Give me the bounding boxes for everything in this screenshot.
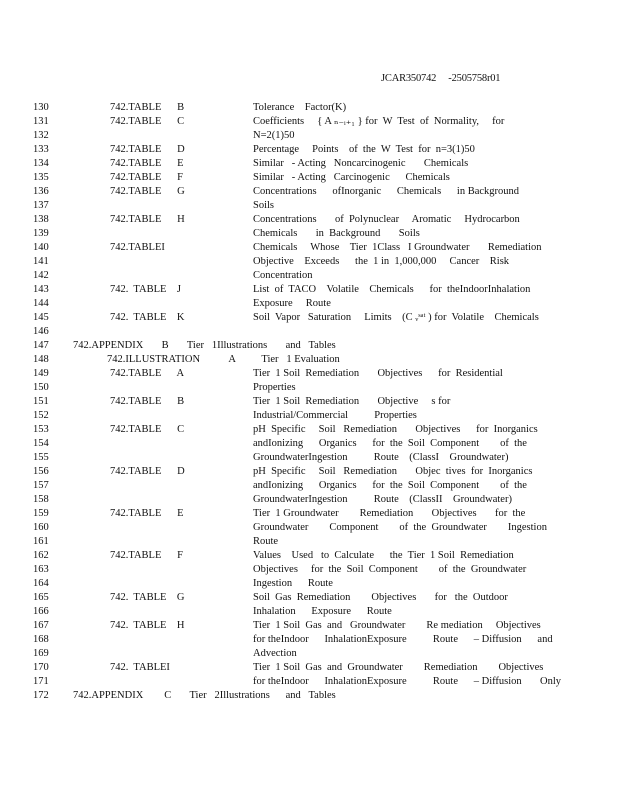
table-reference: 742.TABLE A <box>110 367 185 379</box>
table-reference: 742.TABLE E <box>110 507 184 519</box>
line-number: 146 <box>33 325 49 337</box>
line-number: 167 <box>33 619 49 631</box>
table-description: Advection <box>253 647 297 659</box>
line-number: 142 <box>33 269 49 281</box>
line-number: 168 <box>33 633 49 645</box>
table-description: Values Used to Calculate the Tier 1 Soil Remediation <box>253 549 514 561</box>
table-description: Soil Gas Remediation Objectives for the Outdoor <box>253 591 508 603</box>
table-description: Tolerance Factor(K) <box>253 101 347 113</box>
line-number: 137 <box>33 199 49 211</box>
table-description: Similar - Acting Carcinogenic Chemicals <box>253 171 450 183</box>
table-reference: 742.TABLE D <box>110 465 185 477</box>
table-description: Tier 1 Groundwater Remediation Objectives for the <box>253 507 526 519</box>
table-description: andIonizing Organics for the Soil Component of the <box>253 479 527 491</box>
table-description: Concentrations ofInorganic Chemicals in Background <box>253 185 520 197</box>
line-number: 131 <box>33 115 49 127</box>
line-number: 153 <box>33 423 49 435</box>
line-number: 148 <box>33 353 49 365</box>
line-number: 130 <box>33 101 49 113</box>
table-description: N=2(1)50 <box>253 129 295 141</box>
line-number: 171 <box>33 675 49 687</box>
table-reference: 742.TABLE G <box>110 185 185 197</box>
table-reference: 742.TABLE B <box>110 395 185 407</box>
line-number: 154 <box>33 437 49 449</box>
line-number: 145 <box>33 311 49 323</box>
table-reference: 742.TABLE E <box>110 157 184 169</box>
line-number: 139 <box>33 227 49 239</box>
table-description: Exposure Route <box>253 297 331 309</box>
line-number: 165 <box>33 591 49 603</box>
document-id-header: JCAR350742 -2505758r01 <box>381 73 501 84</box>
table-reference: 742.TABLE B <box>110 101 185 113</box>
line-number: 160 <box>33 521 49 533</box>
line-number: 157 <box>33 479 49 491</box>
line-number: 138 <box>33 213 49 225</box>
table-reference: 742. TABLEI <box>110 661 170 673</box>
table-description: pH Specific Soil Remediation Objectives for Inorganics <box>253 423 538 435</box>
table-description: for theIndoor InhalationExposure Route – Diffusion and <box>253 633 553 645</box>
table-description: Groundwater Component of the Groundwater Ingestion <box>253 521 547 533</box>
table-description: Soil Vapor Saturation Limits (C ᵥˢᵃᵗ ) for Volatile Chemicals <box>253 311 539 323</box>
appendix-heading: 742.APPENDIX C Tier 2Illustrations and Tables <box>73 689 336 701</box>
line-number: 172 <box>33 689 49 701</box>
table-description: Industrial/Commercial Properties <box>253 409 417 421</box>
line-number: 151 <box>33 395 49 407</box>
line-number: 143 <box>33 283 49 295</box>
table-description: GroundwaterIngestion Route (ClassI Groundwater) <box>253 451 509 463</box>
table-description: Percentage Points of the W Test for n=3(1)50 <box>253 143 475 155</box>
table-description: Concentration <box>253 269 313 281</box>
table-description: Tier 1 Soil Gas and Groundwater Re mediation Objectives <box>253 619 541 631</box>
line-number: 134 <box>33 157 49 169</box>
table-reference: 742.TABLE F <box>110 549 183 561</box>
appendix-heading: 742.APPENDIX B Tier 1Illustrations and Tables <box>73 339 336 351</box>
table-description: Concentrations of Polynuclear Aromatic Hydrocarbon <box>253 213 520 225</box>
line-number: 163 <box>33 563 49 575</box>
table-reference: 742. TABLE G <box>110 591 185 603</box>
table-reference: 742.TABLE C <box>110 115 185 127</box>
line-number: 144 <box>33 297 49 309</box>
line-number: 147 <box>33 339 49 351</box>
table-reference: 742. TABLE J <box>110 283 182 295</box>
table-description: Inhalation Exposure Route <box>253 605 392 617</box>
table-description: Properties <box>253 381 296 393</box>
line-number: 150 <box>33 381 49 393</box>
table-description: Chemicals Whose Tier 1Class I Groundwater Remediation <box>253 241 542 253</box>
line-number: 155 <box>33 451 49 463</box>
line-number: 152 <box>33 409 49 421</box>
table-reference: 742.TABLEI <box>110 241 165 253</box>
line-number: 135 <box>33 171 49 183</box>
table-description: Coefficients { A ₙ₋ᵢ₊₁ } for W Test of Normality, for <box>253 115 505 127</box>
table-reference: 742. TABLE K <box>110 311 185 323</box>
table-description: GroundwaterIngestion Route (ClassII Groundwater) <box>253 493 512 505</box>
line-number: 166 <box>33 605 49 617</box>
table-description: Chemicals in Background Soils <box>253 227 420 239</box>
line-number: 133 <box>33 143 49 155</box>
table-description: List of TACO Volatile Chemicals for theIndoorInhalation <box>253 283 531 295</box>
line-number: 156 <box>33 465 49 477</box>
table-description: Route <box>253 535 279 547</box>
line-number: 136 <box>33 185 49 197</box>
table-reference: 742.TABLE C <box>110 423 185 435</box>
line-number: 149 <box>33 367 49 379</box>
table-description: Similar - Acting Noncarcinogenic Chemicals <box>253 157 469 169</box>
table-description: Soils <box>253 199 275 211</box>
table-description: pH Specific Soil Remediation Objec tives for Inorganics <box>253 465 533 477</box>
line-number: 162 <box>33 549 49 561</box>
line-number: 141 <box>33 255 49 267</box>
table-description: Tier 1 Soil Remediation Objective s for <box>253 395 451 407</box>
table-reference: 742.TABLE F <box>110 171 183 183</box>
table-description: Tier 1 Soil Remediation Objectives for Residential <box>253 367 503 379</box>
line-number: 132 <box>33 129 49 141</box>
line-number: 164 <box>33 577 49 589</box>
table-description: Ingestion Route <box>253 577 333 589</box>
line-number: 169 <box>33 647 49 659</box>
table-reference: 742.TABLE D <box>110 143 185 155</box>
table-description: for theIndoor InhalationExposure Route – Diffusion Only <box>253 675 562 687</box>
illustration-entry: 742.ILLUSTRATION A Tier 1 Evaluation <box>107 353 340 365</box>
line-number: 140 <box>33 241 49 253</box>
line-number: 170 <box>33 661 49 673</box>
table-reference: 742. TABLE H <box>110 619 185 631</box>
table-description: Objectives for the Soil Component of the Groundwater <box>253 563 527 575</box>
table-description: andIonizing Organics for the Soil Component of the <box>253 437 527 449</box>
line-number: 159 <box>33 507 49 519</box>
table-reference: 742.TABLE H <box>110 213 185 225</box>
line-number: 161 <box>33 535 49 547</box>
table-description: Tier 1 Soil Gas and Groundwater Remediation Objectives <box>253 661 544 673</box>
table-description: Objective Exceeds the 1 in 1,000,000 Cancer Risk <box>253 255 510 267</box>
line-number: 158 <box>33 493 49 505</box>
